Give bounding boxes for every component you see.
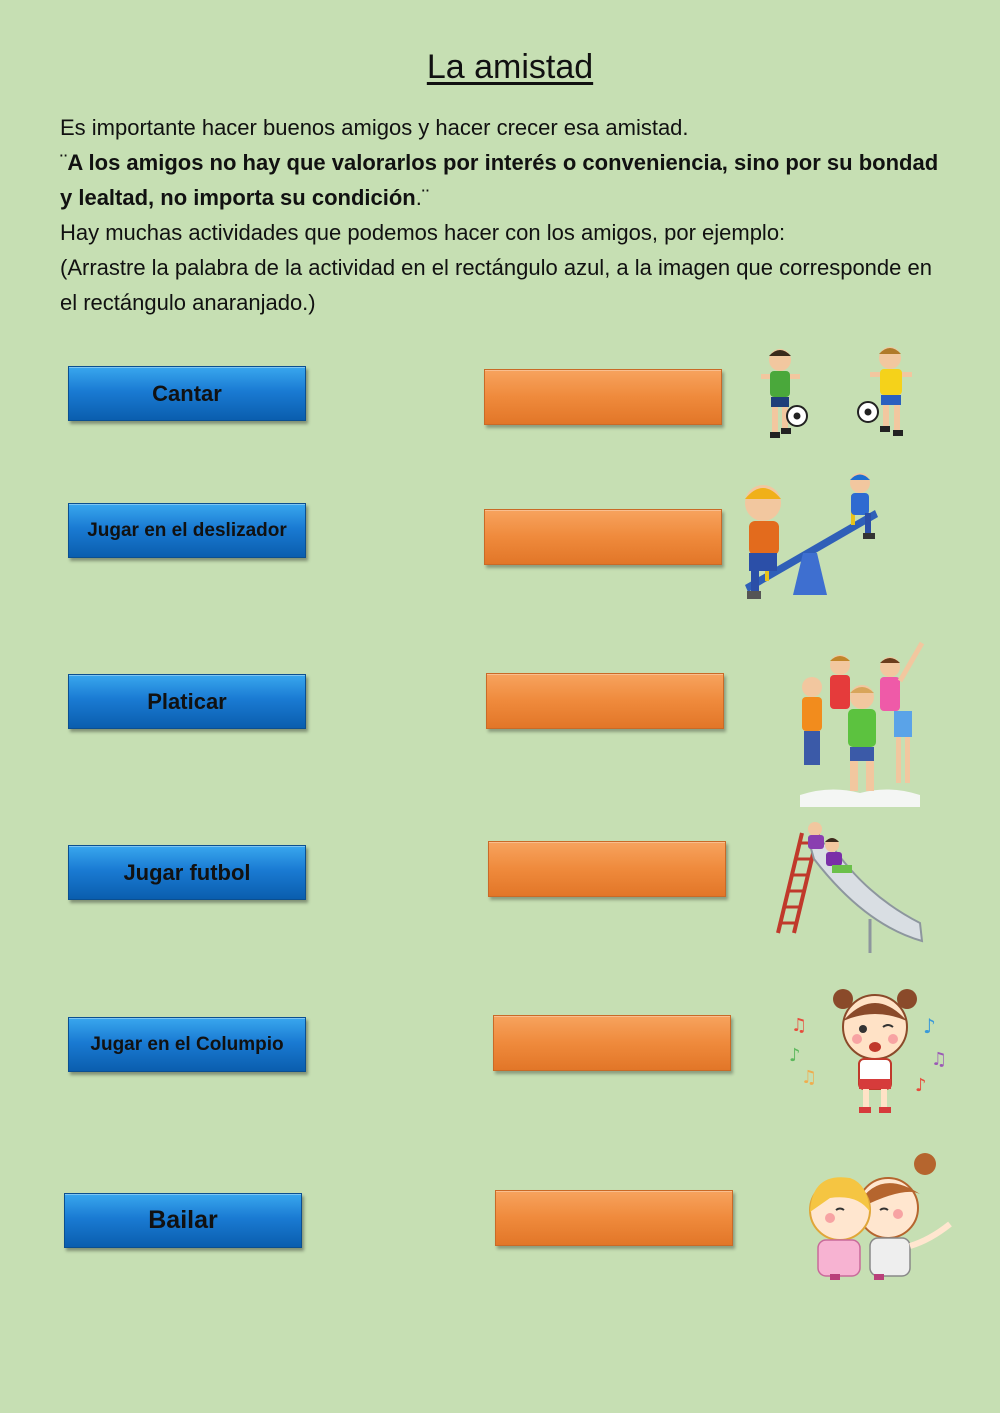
soccer-kids-image <box>750 340 930 445</box>
intro-instructions: (Arrastre la palabra de la actividad en el rectángulo azul, a la imagen que corresponde en el rectángulo anaranjado.) <box>60 255 932 315</box>
talking-girls-image <box>800 1150 960 1285</box>
intro-quote <box>60 145 940 215</box>
intro-line-3: Hay muchas actividades que podemos hacer con los amigos, por ejemplo: <box>60 220 786 245</box>
drag-word-jugar-columpio[interactable]: Jugar en el Columpio <box>68 1017 306 1072</box>
svg-text:♫: ♫ <box>931 1049 948 1070</box>
svg-text:♪: ♪ <box>923 1014 936 1038</box>
quote-text: A los amigos no hay que valorarlos por interés o conveniencia, sino por su bondad y lealtad, no importa su condición <box>60 150 939 210</box>
drag-word-cantar[interactable]: Cantar <box>68 366 306 421</box>
drag-word-platicar[interactable]: Platicar <box>68 674 306 729</box>
quote-open-mark: ¨ <box>60 150 68 175</box>
drop-target-2[interactable] <box>484 509 722 565</box>
dancing-kids-image <box>790 635 930 810</box>
drag-word-jugar-deslizador[interactable]: Jugar en el deslizador <box>68 503 306 558</box>
svg-text:♫: ♫ <box>791 1015 808 1036</box>
page-title: La amistad <box>426 48 594 86</box>
drop-target-5[interactable] <box>493 1015 731 1071</box>
intro-text <box>60 110 940 320</box>
singing-girl-image <box>785 985 955 1120</box>
svg-text:♪: ♪ <box>789 1045 801 1066</box>
drop-target-3[interactable] <box>486 673 724 729</box>
drop-target-6[interactable] <box>495 1190 733 1246</box>
svg-text:♫: ♫ <box>801 1067 818 1088</box>
drag-word-bailar[interactable]: Bailar <box>64 1193 302 1248</box>
seesaw-kids-image <box>735 465 885 605</box>
svg-text:♪: ♪ <box>915 1075 927 1096</box>
drop-target-1[interactable] <box>484 369 722 425</box>
quote-close-mark: .¨ <box>415 185 430 210</box>
drag-word-jugar-futbol[interactable]: Jugar futbol <box>68 845 306 900</box>
drop-target-4[interactable] <box>488 841 726 897</box>
intro-line-1: Es importante hacer buenos amigos y hacer crecer esa amistad. <box>60 115 689 140</box>
slide-kids-image <box>770 815 930 960</box>
